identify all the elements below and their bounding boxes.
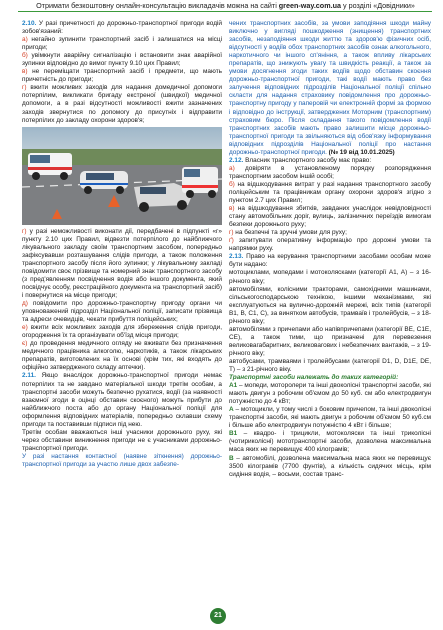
owner-item-d	[229, 237, 431, 253]
item-text: довіряти в установленому порядку розпорядження транспортним засобом іншій особі;	[229, 164, 431, 180]
category-label: A	[229, 406, 234, 414]
item-a	[22, 36, 222, 52]
header-site-link[interactable]: green-way.com.ua	[278, 1, 341, 10]
age-category-2: автомобілями, колісними тракторами, самохідними машинами, сільськогосподарською технікою, іншими механізмами, які експлуатуються на вулично-дорожній мережі, всіх типів (категорії B1, B, C1, C), за винятком автобусів, трамваїв і тролейбусів, – з 18-річного віку;	[229, 285, 431, 325]
category-label: B1	[229, 430, 238, 438]
owner-item-a	[229, 165, 431, 181]
item-letter: а)	[229, 164, 235, 172]
owner-item-b	[229, 181, 431, 205]
rule-number: 2.13.	[229, 253, 244, 261]
age-category-3: автомобілями з причепами або напівпричепами (категорії BE, C1E, CE), а також тими, що призначені для перевезення великовагабаритних, великовагових і небезпечних вантажів, – з 19-річного віку;	[229, 325, 431, 357]
rule-number: 2.11.	[22, 372, 36, 380]
item-letter: а)	[22, 36, 28, 44]
item-b	[22, 52, 222, 68]
item-g	[22, 84, 222, 124]
item-v	[22, 68, 222, 84]
header-divider	[18, 11, 432, 12]
category-b1	[229, 430, 431, 454]
category-a	[229, 406, 431, 430]
item-text: повідомити про дорожньо-транспортну пригоду органи чи уповноважений підрозділ Національної поліції, записати прізвища та адреси очевидців, чекати прибуття поліцейських;	[22, 300, 222, 324]
item-e	[22, 324, 222, 340]
paragraph-third-persons: Третім особам вважаються інші учасники дорожнього руху, які через обставини виникнення пригоди не є учасниками дорожньо-транспортної пригоди.	[22, 428, 222, 452]
item-letter: в)	[229, 205, 235, 213]
rule-text: Власник транспортного засобу має право:	[243, 156, 372, 164]
age-category-1: мотоциклами, мопедами і мотоколясками (категорії A1, A) – з 16-річного віку;	[229, 269, 431, 285]
europrotocol-text: чених транспортних засобів, за умови заподіяння шкоди майну виключно у вигляді пошкодження (знищення) транспортних засобів, незаподіяння шкоди життю та здоров'ю фізичних осіб, відсутності у водіїв обох транспортних засобів ознак алкогольного, наркотичного чи іншого сп'яніння, а також впливу лікарських препаратів, що знижують увагу та швидкість реакції, а також за умови досягнення згоди таких водіїв щодо обставин скоєння дорожньо-транспортної пригоди, такі водії мають право без залучення відповідних підрозділів Національної поліції спільно скласти для надання страховику повідомлення про дорожньо-транспортну пригоду у паперовій чи електронній формі за формою і відповідно до інструкції, затверджених Моторним (транспортним) страховим бюро. Після складання такого повідомлення водії транспортних засобів мають право залишити місце дорожньо-транспортної пригоди та звільняються від обов'язку інформування відповідних підрозділів Національної поліції про настання дорожньо-транспортної пригоди.	[229, 20, 431, 156]
category-a1	[229, 382, 431, 406]
owner-item-v	[229, 205, 431, 229]
item-letter: ґ)	[229, 237, 234, 245]
age-category-4: автобусами, трамваями і тролейбусами (категорії D1, D, D1E, DE, T) – з 21-річного віку.	[229, 357, 431, 374]
page-number: 21	[210, 608, 226, 624]
header-suffix: у розділі «Довідники»	[340, 1, 415, 10]
item-text: увімкнути аварійну сигналізацію і встановити знак аварійної зупинки відповідно до вимог пункту 9.10 цих Правил;	[22, 52, 222, 68]
category-label: A1	[229, 382, 238, 390]
rule-text: У разі причетності до дорожньо-транспортної пригоди водій зобов'язаний:	[22, 20, 222, 36]
category-label: B	[229, 454, 234, 462]
item-letter: е)	[22, 324, 28, 332]
item-text: на безпечні та зручні умови для руху;	[233, 229, 347, 237]
item-text: на відшкодування збитків, завданих унаслідок невідповідності стану автомобільних доріг, вулиць, залізничних переїздів вимогам безпеки дорожнього руху;	[229, 205, 431, 229]
category-text: – автомобілі, дозволена максимальна маса яких не перевищує 3500 кілограмів (7700 фунтів), а кількість сидячих місць, крім сидіння водія, – восьми, состав транс-	[229, 454, 431, 478]
category-text: – квадро- і трицикли, мотоколяски та інші триколісні (чотириколісні) мототранспортні засоби, дозволена максимальна маса яких не перевищує 400 кілограмів;	[229, 430, 431, 454]
left-column	[22, 20, 222, 469]
item-text: не переміщати транспортний засіб і предмети, що мають причетність до пригоди;	[22, 68, 222, 84]
header-text	[18, 1, 433, 10]
right-column	[229, 20, 431, 479]
header-prefix: Отримати безкоштовну онлайн-консультацію викладачів можна на сайті	[36, 1, 279, 10]
item-text: вжити можливих заходів для надання домедичної допомоги потерпілим, викликати бригаду екстреної (швидкої) медичної допомоги, а в разі відсутності можливості вжити зазначених заходів звернутися по допомогу до присутніх і відправити потерпілих до закладу охорони здоров'я;	[22, 84, 222, 124]
item-letter: г)	[229, 229, 234, 237]
item-ye	[22, 340, 222, 372]
item-letter: б)	[229, 180, 235, 188]
rule-number: 2.10.	[22, 20, 37, 27]
item-letter: г)	[22, 84, 27, 92]
item-text: вжити всіх можливих заходів для збереження слідів пригоди, огородження їх та організувати об'їзд місця пригоди;	[22, 324, 222, 340]
paragraph-2-11	[22, 372, 222, 428]
item-letter: б)	[22, 52, 28, 60]
accident-scene-photo	[22, 127, 222, 225]
category-text: – мопеди, моторолери та інші двоколісні транспортні засоби, які мають двигун з робочим об'ємом до 50 куб. см або електродвигун потужністю до 4 кВт;	[229, 382, 431, 406]
section-title-categories: Транспортні засоби належать до таких категорій:	[229, 374, 399, 382]
page-header	[0, 0, 443, 17]
rule-text: Якщо внаслідок дорожньо-транспортної пригоди немає потерпілих та не завдано матеріальної шкоди третім особам, а транспортні засоби можуть безпечно рухатися, водії (за наявності взаємної згоди в оцінці обставин скоєного) можуть прибути до найближчого поста або до органу Національної поліції для оформлення відповідних матеріалів, попередньо склавши схему пригоди та поставивши підписи під нею.	[22, 372, 222, 428]
rule-number: 2.12.	[229, 156, 244, 164]
item-g-cont	[22, 228, 222, 300]
paragraph-europrotocol	[229, 20, 431, 157]
item-letter: в)	[22, 68, 28, 76]
item-letter: є)	[22, 340, 28, 348]
paragraph-2-12	[229, 157, 431, 165]
paragraph-2-10	[22, 20, 222, 36]
amendment-ref: (№ 19 від 10.01.2025)	[326, 148, 395, 156]
item-text: негайно зупинити транспортний засіб і залишатися на місці пригоди;	[22, 36, 222, 52]
item-letter: г)	[22, 227, 27, 235]
item-letter: д)	[22, 300, 28, 308]
category-b	[229, 455, 431, 479]
item-text: до проведення медичного огляду не вживати без призначення медичного працівника алкоголю, наркотиків, а також лікарських препаратів, виготовлених на їх основі (крім тих, які входять до офіційно затвердженого складу аптечки).	[22, 340, 222, 372]
item-d	[22, 300, 222, 324]
item-text: у разі неможливості виконати дії, передбачені в підпункті «г» пункту 2.10 цих Правил, відвезти потерпілого до найближчого лікувального закладу своїм транспортним засобом, попередньо зафіксувавши розташування слідів пригоди, а також положення транспортного засобу після його зупинки; у лікувальному закладі повідомити своє прізвище та номерний знак транспортного засобу (з пред'явленням посвідчення водія або іншого документа, який посвідчує особу, реєстраційного документа на транспортний засіб) і повернутися на місце пригоди;	[22, 227, 222, 299]
category-text: – мотоцикли, у тому числі з боковим причепом, та інші двоколісні транспортні засоби, які мають двигун з робочим об'ємом 50 куб.см і більше або електродвигун потужністю 4 кВт і більше;	[229, 406, 431, 430]
accident-illustration	[22, 127, 222, 225]
item-text: на відшкодування витрат у разі надання транспортного засобу поліцейським та працівникам органу охорони здоров'я згідно з пунктом 2.7 цих Правил;	[229, 180, 431, 205]
paragraph-contact-accident: У разі настання контактної (наявне зіткнення) дорожньо-транспортної пригоди за участю лише двох забезпе-	[22, 452, 222, 468]
item-text: запитувати оперативну інформацію про дорожні умови та напрямки руху.	[229, 237, 431, 253]
paragraph-2-13	[229, 253, 431, 269]
rule-text: Право на керування транспортними засобами особам може бути надано:	[229, 253, 431, 269]
